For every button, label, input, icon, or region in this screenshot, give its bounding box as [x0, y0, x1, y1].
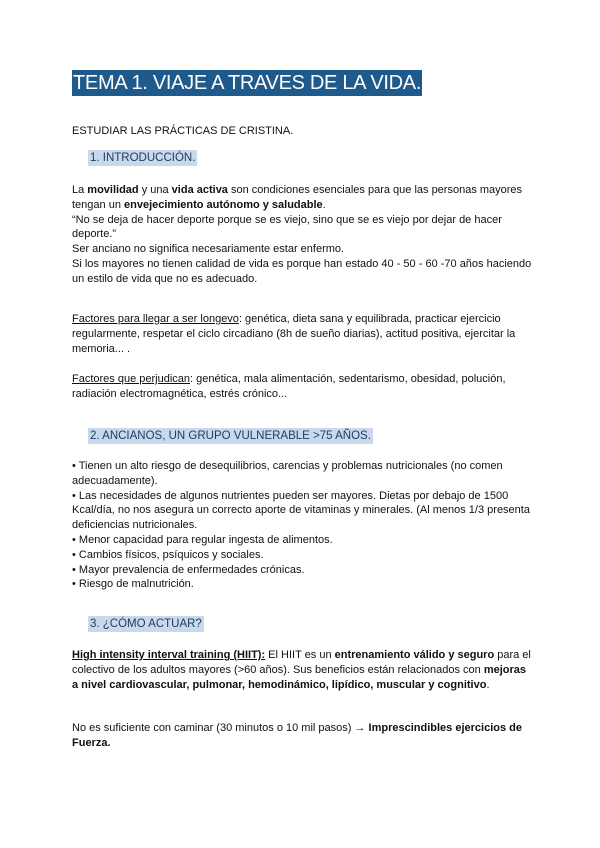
intro-line-calidad: Si los mayores no tienen calidad de vida es porque han estado 40 - 50 - 60 -70 años haciendo un estilo de vida que no es adecuado. — [72, 257, 532, 285]
intro-sentence: La movilidad y una vida activa son condiciones esenciales para que las personas mayores tengan un envejecimiento autónomo y saludable. — [72, 184, 523, 211]
list-item: • Mayor prevalencia de enfermedades crónicas. — [72, 563, 305, 576]
section-heading-introduccion: 1. INTRODUCCIÓN. — [90, 152, 196, 164]
factors-longevo-text: : genética, dieta sana y equilibrada, practicar ejercicio regularmente, respetar el ciclo circadiano (8h de sueño diarias), actitud positiva, ejercitar la memoria... . — [72, 313, 516, 355]
list-item: • Las necesidades de algunos nutrientes pueden ser mayores. Dietas por debajo de 1500 Kcal/día, no nos asegura un correcto aporte de vitaminas y minerales. (Al menos 1/3 presenta deficiencias nutricionales. — [72, 489, 530, 532]
bullet-list — [72, 459, 532, 592]
list-item: • Menor capacidad para regular ingesta de alimentos. — [72, 533, 333, 546]
factors-perjudican-text: : genética, mala alimentación, sedentarismo, obesidad, polución, radiación electromagnética, estrés crónico... — [72, 373, 506, 400]
factors-perjudican-label: Factores que perjudican — [72, 373, 191, 385]
section-heading-como-actuar: 3. ¿CÓMO ACTUAR? — [90, 618, 202, 630]
list-item: • Cambios físicos, psíquicos y sociales. — [72, 548, 264, 561]
walking-paragraph: No es suficiente con caminar (30 minutos o 10 mil pasos) → Imprescindibles ejercicios de Fuerza. — [72, 722, 522, 749]
list-item: • Riesgo de malnutrición. — [72, 578, 194, 591]
hiit-paragraph: High intensity interval training (HIIT): El HIIT es un entrenamiento válido y seguro para el colectivo de los adultos mayores (>60 años). Sus beneficios están relacionados con mejoras a nivel cardiovascular, pulmonar, hemodinámico, lipídico, muscular y cognitivo. — [72, 649, 531, 691]
factors-longevo — [72, 312, 532, 356]
document-title: TEMA 1. VIAJE A TRAVES DE LA VIDA. — [73, 72, 422, 94]
section-heading-ancianos: 2. ANCIANOS, UN GRUPO VULNERABLE >75 AÑOS. — [90, 430, 371, 442]
study-note: ESTUDIAR LAS PRÁCTICAS DE CRISTINA. — [72, 125, 294, 137]
list-item: • Tienen un alto riesgo de desequilibrios, carencias y problemas nutricionales (no comen adecuadamente). — [72, 460, 503, 487]
intro-quote: “No se deja de hacer deporte porque se es viejo, sino que se es viejo por dejar de hacer deporte.” — [72, 213, 502, 241]
factors-longevo-label: Factores para llegar a ser longevo — [72, 313, 239, 325]
hiit-label: High intensity interval training (HIIT): — [72, 649, 266, 661]
intro-line-anciano: Ser anciano no significa necesariamente estar enfermo. — [72, 243, 345, 256]
factors-perjudican — [72, 372, 532, 402]
intro-paragraph — [72, 183, 532, 287]
